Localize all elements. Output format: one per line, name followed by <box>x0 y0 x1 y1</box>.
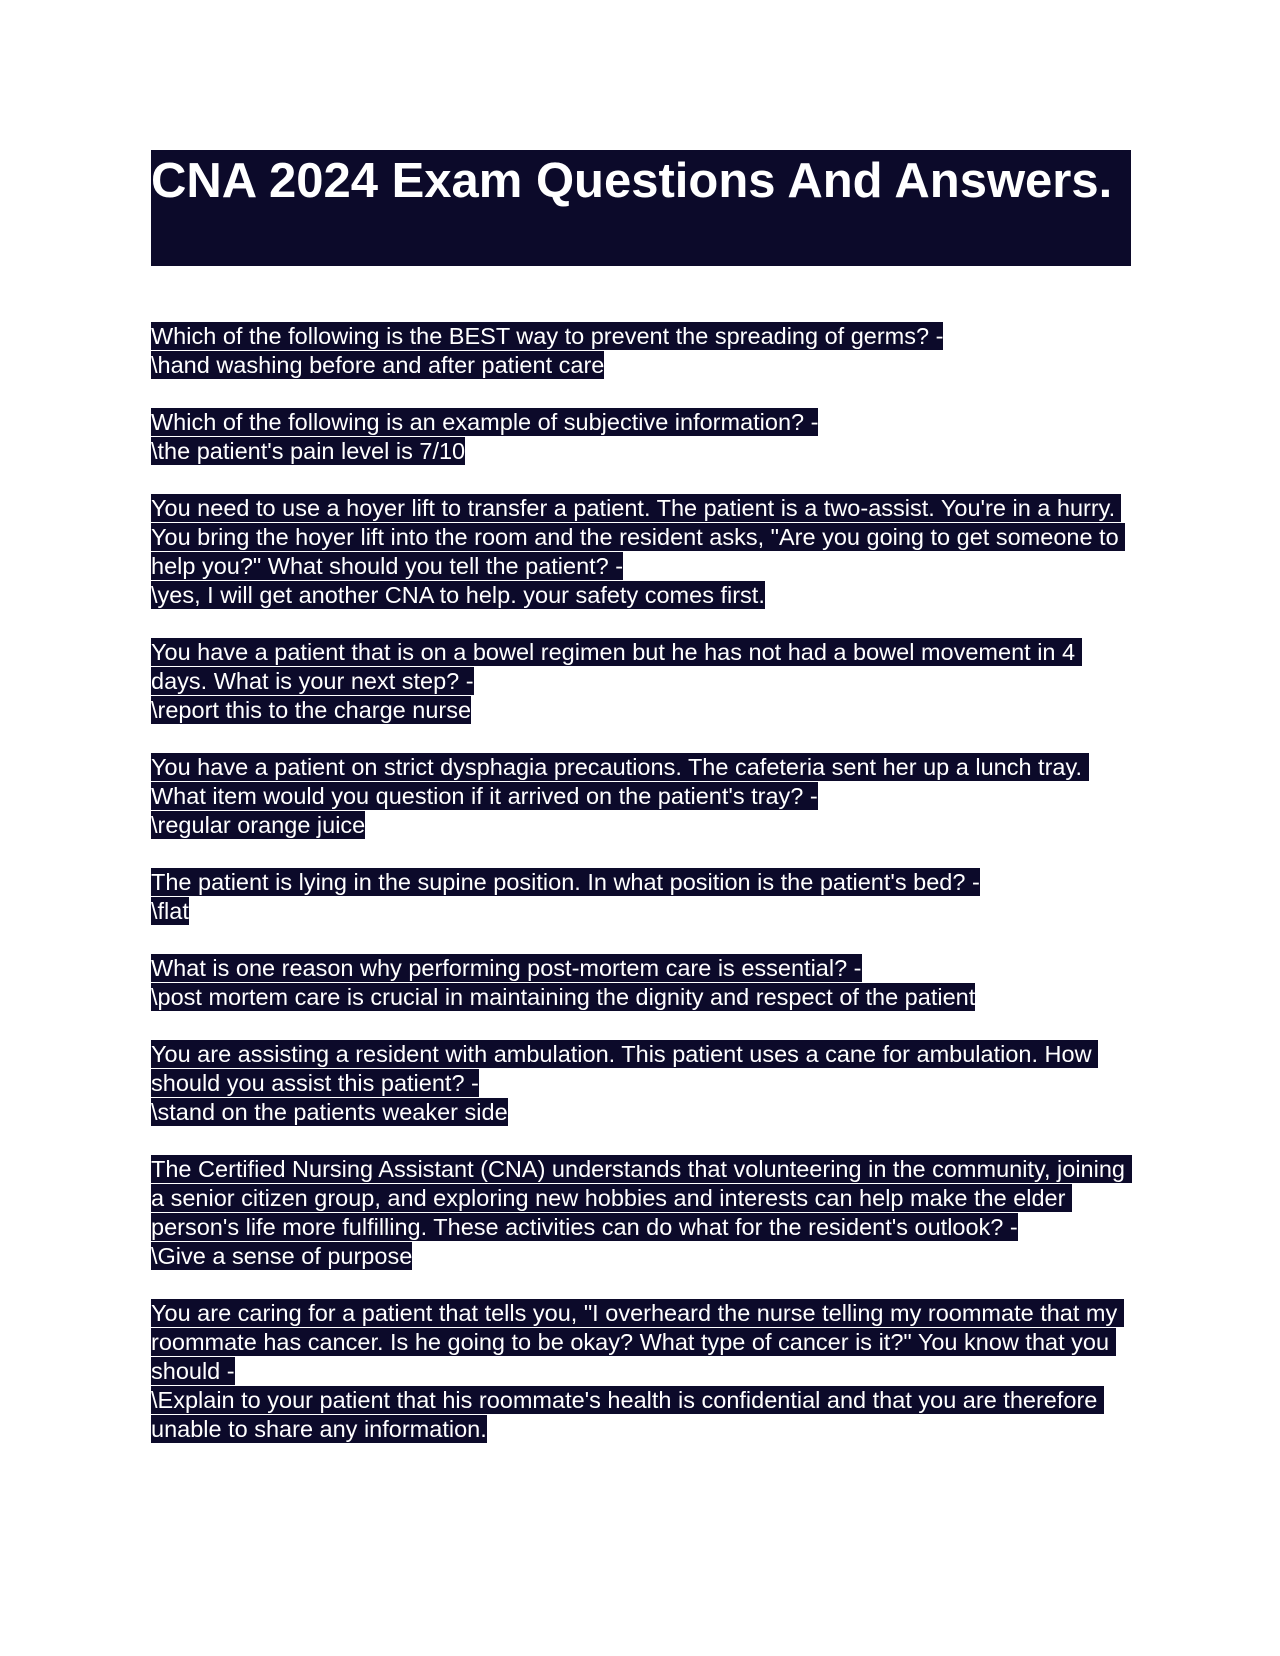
question-text: You have a patient on strict dysphagia precautions. The cafeteria sent her up a lunch tray. What item would you question if it arrived on the patient's tray? - <box>151 754 1089 809</box>
document-title: CNA 2024 Exam Questions And Answers. <box>151 154 1113 208</box>
question-text: You are assisting a resident with ambulation. This patient uses a cane for ambulation. How should you assist this patient? - <box>151 1041 1099 1096</box>
question-text: You need to use a hoyer lift to transfer a patient. The patient is a two-assist. You're in a hurry. You bring the hoyer lift into the room and the resident asks, "Are you going to get someone to help you?" What should you tell the patient? - <box>151 495 1126 579</box>
qa-item <box>151 1040 1131 1127</box>
question-text: What is one reason why performing post-mortem care is essential? - <box>151 955 862 981</box>
question-text: You are caring for a patient that tells you, "I overheard the nurse telling my roommate that my roommate has cancer. Is he going to be okay? What type of cancer is it?" You know that you should - <box>151 1300 1124 1384</box>
title-block <box>151 150 1131 266</box>
document-page <box>151 150 1131 1472</box>
answer-text: \report this to the charge nurse <box>151 697 472 723</box>
qa-item <box>151 1299 1131 1444</box>
answer-text: \Explain to your patient that his roommate's health is confidential and that you are therefore unable to share any information. <box>151 1387 1104 1442</box>
qa-list <box>151 322 1131 1444</box>
question-text: The patient is lying in the supine position. In what position is the patient's bed? - <box>151 869 980 895</box>
qa-item <box>151 408 1131 466</box>
answer-text: \post mortem care is crucial in maintaining the dignity and respect of the patient <box>151 984 976 1010</box>
answer-text: \the patient's pain level is 7/10 <box>151 438 466 464</box>
qa-item <box>151 868 1131 926</box>
qa-item <box>151 638 1131 725</box>
answer-text: \regular orange juice <box>151 812 366 838</box>
answer-text: \flat <box>151 898 189 924</box>
question-text: Which of the following is an example of subjective information? - <box>151 409 819 435</box>
answer-text: \stand on the patients weaker side <box>151 1099 508 1125</box>
qa-item <box>151 1155 1131 1271</box>
answer-text: \yes, I will get another CNA to help. your safety comes first. <box>151 582 765 608</box>
qa-item <box>151 753 1131 840</box>
question-text: You have a patient that is on a bowel regimen but he has not had a bowel movement in 4 days. What is your next step? - <box>151 639 1082 694</box>
answer-text: \hand washing before and after patient care <box>151 352 605 378</box>
qa-item <box>151 494 1131 610</box>
answer-text: \Give a sense of purpose <box>151 1243 413 1269</box>
qa-item <box>151 954 1131 1012</box>
question-text: Which of the following is the BEST way to prevent the spreading of germs? - <box>151 323 944 349</box>
question-text: The Certified Nursing Assistant (CNA) understands that volunteering in the community, joining a senior citizen group, and exploring new hobbies and interests can help make the elder person's life more fulfilling. These activities can do what for the resident's outlook? - <box>151 1156 1132 1240</box>
qa-item <box>151 322 1131 380</box>
